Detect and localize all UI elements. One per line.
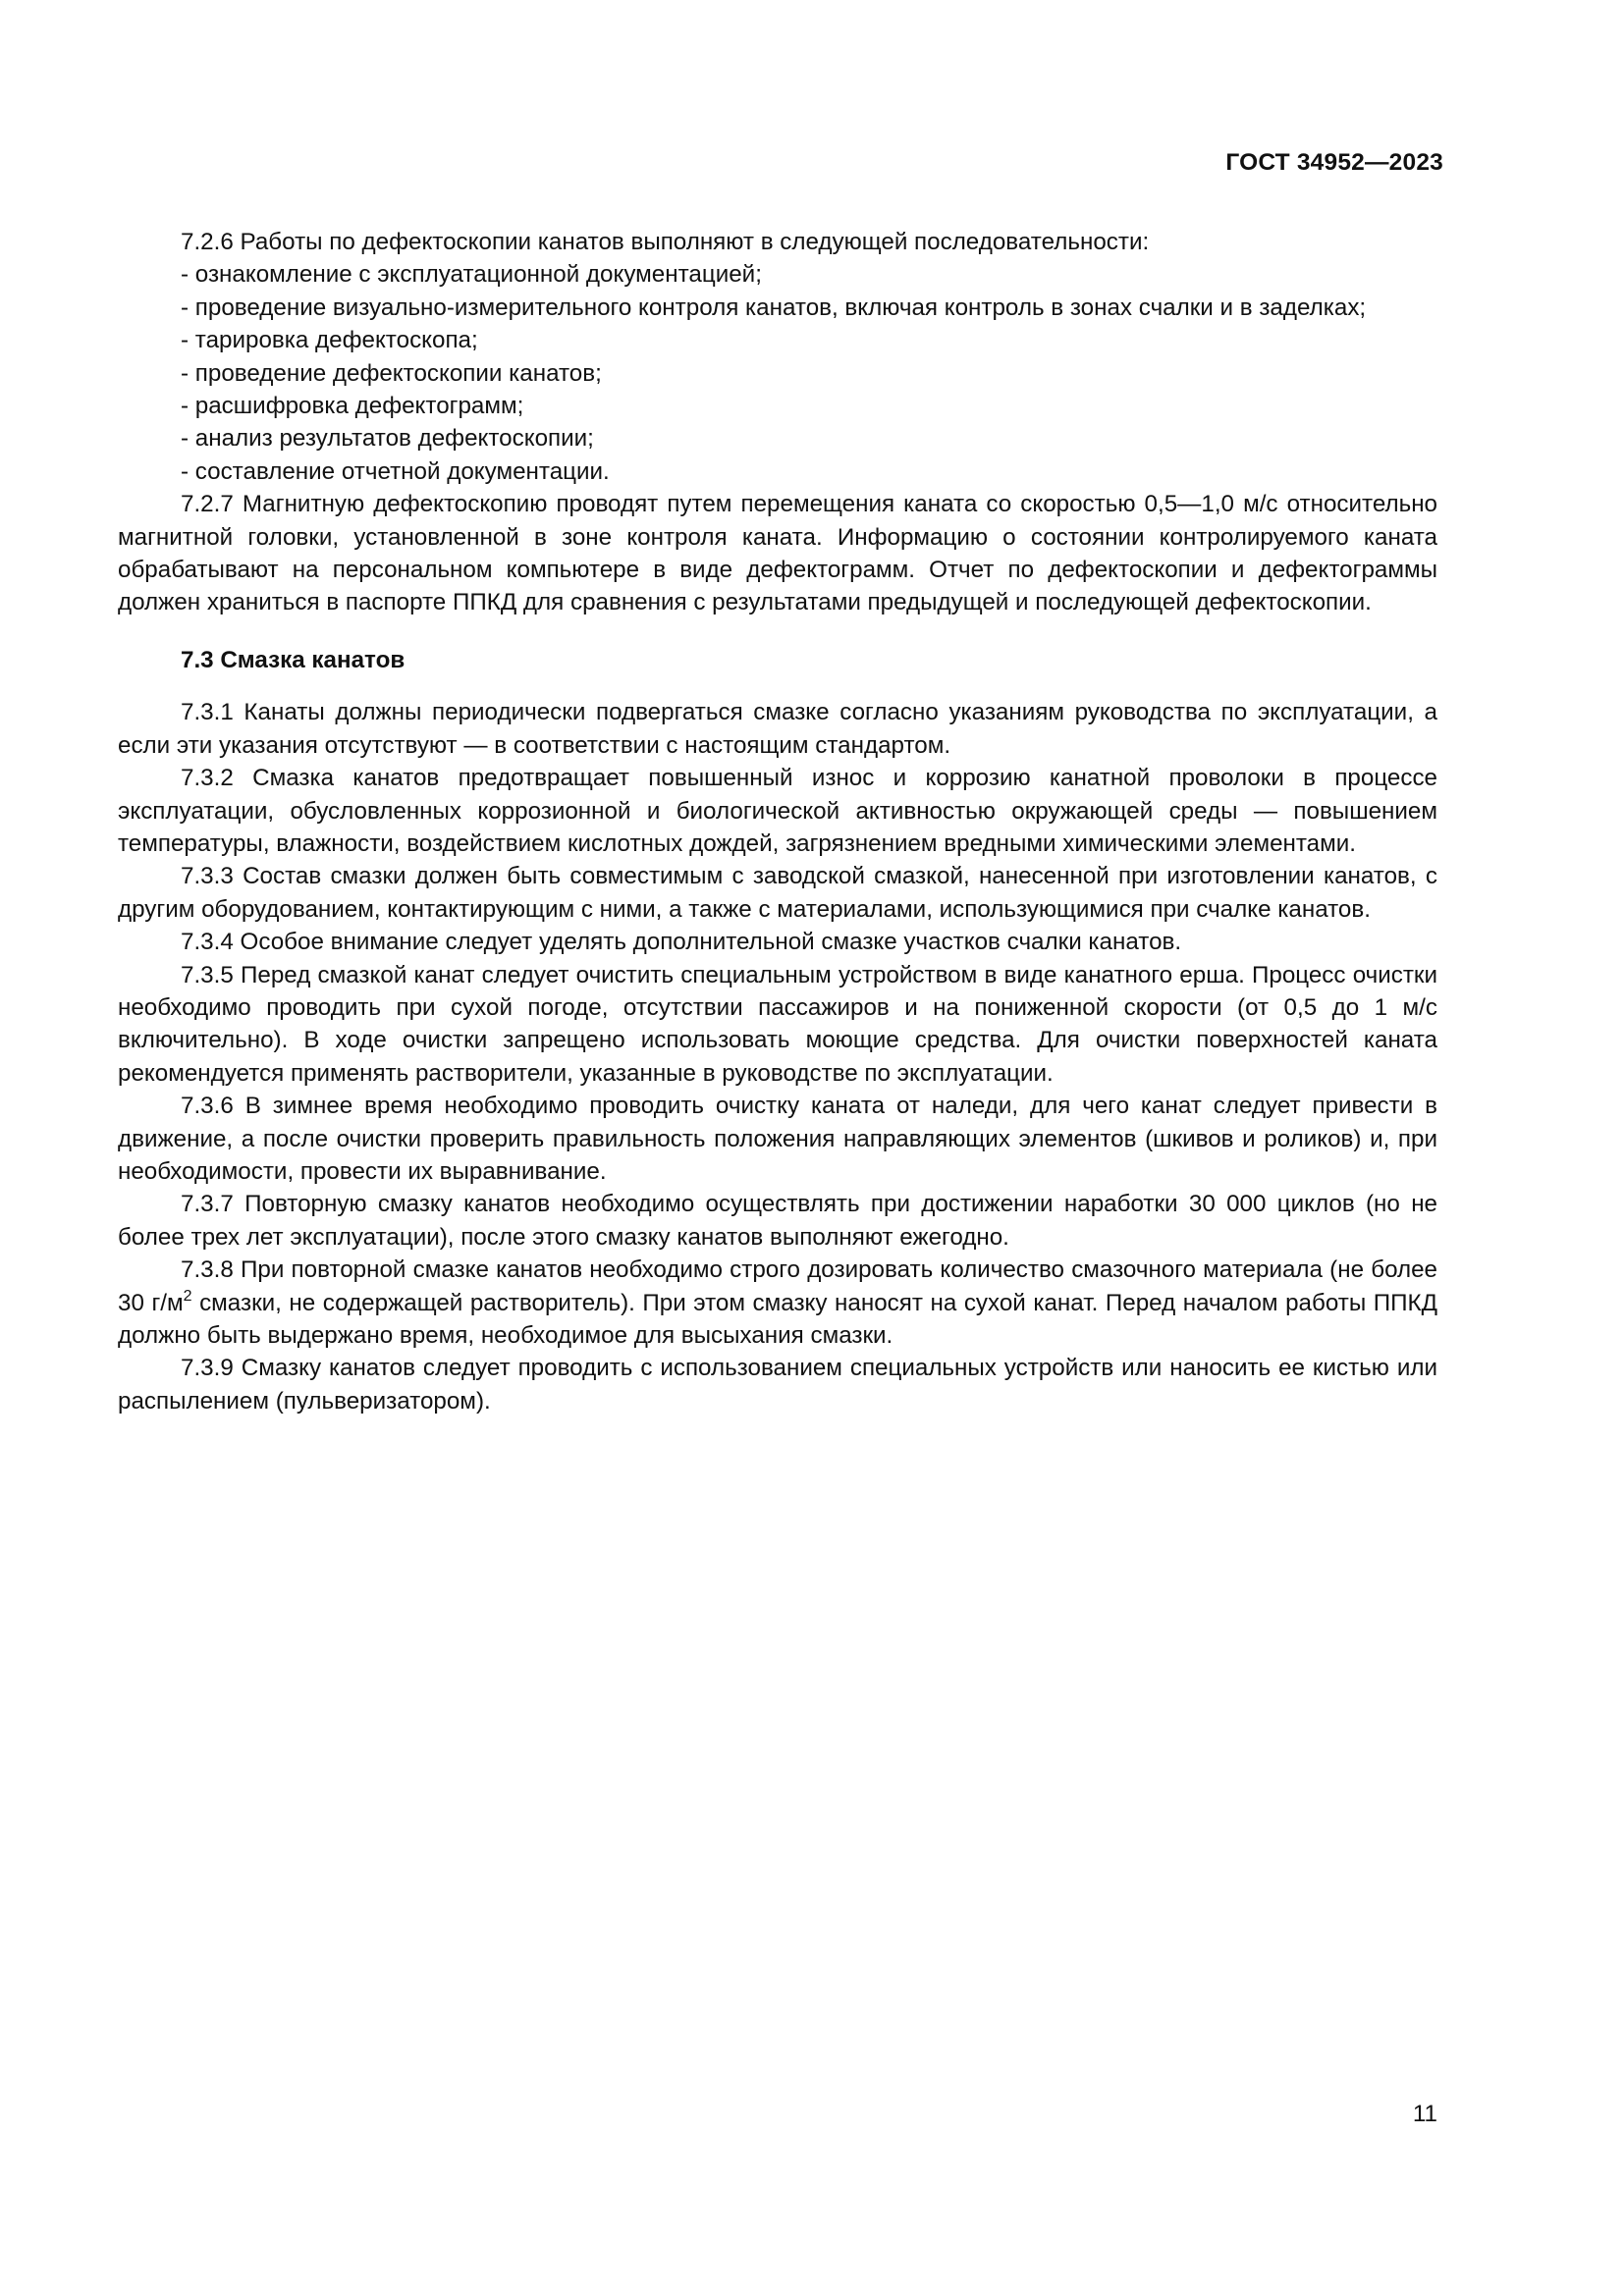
section-heading-7-3: 7.3 Смазка канатов xyxy=(181,646,406,673)
paragraph-7-3-3: 7.3.3 Состав смазки должен быть совместимым с заводской смазкой, нанесенной при изготовлении канатов, с другим оборудованием, контактирующим с ними, а также с материалами, использующимися при счалке канатов. xyxy=(118,863,1437,923)
list-item: - проведение визуально-измерительного контроля канатов, включая контроль в зонах счалки и в заделках; xyxy=(181,294,1367,321)
paragraph-7-3-6: 7.3.6 В зимнее время необходимо проводить очистку каната от наледи, для чего канат следует привести в движение, а после очистки проверить правильность положения направляющих элементов (шкивов и роликов) и, при необходимости, провести их выравнивание. xyxy=(118,1093,1437,1185)
superscript-squared: 2 xyxy=(183,1287,192,1305)
list-item: - анализ результатов дефектоскопии; xyxy=(181,425,594,453)
paragraph-7-3-4: 7.3.4 Особое внимание следует уделять дополнительной смазке участков счалки канатов. xyxy=(181,929,1182,956)
paragraph-7-3-2: 7.3.2 Смазка канатов предотвращает повышенный износ и коррозию канатной проволоки в процессе эксплуатации, обусловленных коррозионной и биологической активностью окружающей среды — повышением температуры, влажности, воздействием кислотных дождей, загрязнением вредными химическими элементами. xyxy=(118,765,1437,857)
list-item: - составление отчетной документации. xyxy=(181,457,610,485)
list-item: - ознакомление с эксплуатационной документацией; xyxy=(181,261,762,289)
paragraph-7-3-1: 7.3.1 Канаты должны периодически подвергаться смазке согласно указаниям руководства по эксплуатации, а если эти указания отсутствуют — в соответствии с настоящим стандартом. xyxy=(118,699,1437,759)
paragraph-7-3-8 xyxy=(118,1254,1437,1352)
paragraph-7-3-9: 7.3.9 Смазку канатов следует проводить с использованием специальных устройств или наносить ее кистью или распылением (пульверизатором). xyxy=(118,1355,1437,1415)
document-code: ГОСТ 34952—2023 xyxy=(1225,149,1443,176)
document-body xyxy=(118,226,1437,1417)
page-number: 11 xyxy=(1412,2101,1437,2127)
paragraph-7-2-6: 7.2.6 Работы по дефектоскопии канатов выполняют в следующей последовательности: xyxy=(181,229,1150,255)
list-item: - проведение дефектоскопии канатов; xyxy=(181,359,602,387)
paragraph-7-3-5: 7.3.5 Перед смазкой канат следует очистить специальным устройством в виде канатного ерша. Процесс очистки необходимо проводить при сухой погоде, отсутствии пассажиров и на пониженной скорости (от 0,5 до 1 м/с включительно). В ходе очистки запрещено использовать моющие средства. Для очистки поверхностей каната рекомендуется применять растворители, указанные в руководстве по эксплуатации. xyxy=(118,961,1437,1087)
paragraph-7-3-8-part-1: 7.3.8 При повторной смазке канатов необходимо строго дозировать количество смазочного материала (не более 30 г/м xyxy=(118,1256,1437,1316)
paragraph-7-3-7: 7.3.7 Повторную смазку канатов необходимо осуществлять при достижении наработки 30 000 циклов (но не более трех лет эксплуатации), после этого смазку канатов выполняют ежегодно. xyxy=(118,1191,1437,1251)
paragraph-7-3-8-part-2: смазки, не содержащей растворитель). При этом смазку наносят на сухой канат. Перед началом работы ППКД должно быть выдержано время, необходимое для высыхания смазки. xyxy=(118,1289,1437,1349)
work-sequence-list xyxy=(118,258,1437,488)
list-item: - расшифровка дефектограмм; xyxy=(181,393,524,420)
paragraph-7-2-7: 7.2.7 Магнитную дефектоскопию проводят путем перемещения каната со скоростью 0,5—1,0 м/с относительно магнитной головки, установленной в зоне контроля каната. Информацию о состоянии контролируемого каната обрабатывают на персональном компьютере в виде дефектограмм. Отчет по дефектоскопии и дефектограммы должен храниться в паспорте ППКД для сравнения с результатами предыдущей и последующей дефектоскопии. xyxy=(118,491,1437,616)
list-item: - тарировка дефектоскопа; xyxy=(181,327,478,354)
